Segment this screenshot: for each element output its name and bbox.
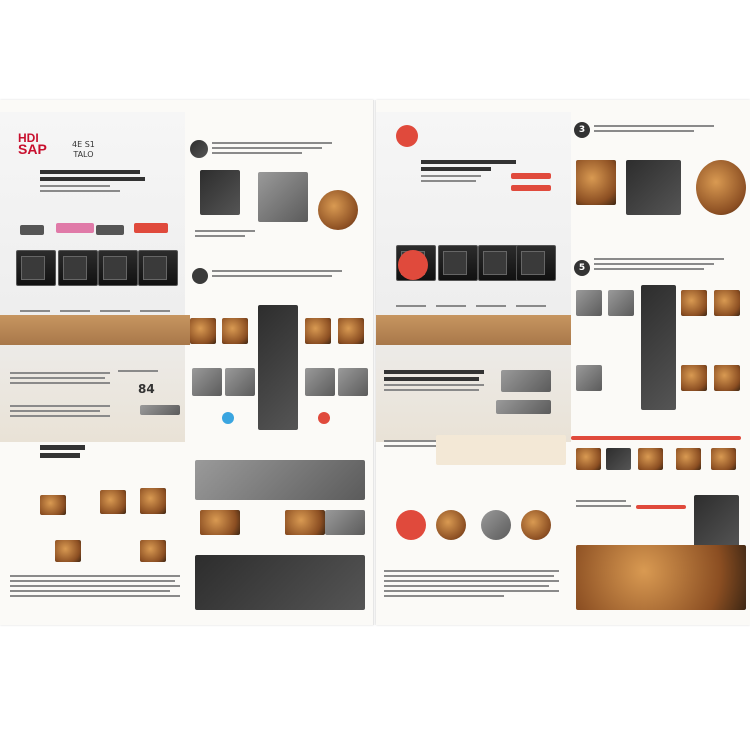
- right-page: [376, 100, 750, 625]
- red-dot: [318, 412, 330, 424]
- headline-block: [40, 170, 150, 195]
- right-row-photo-1: [576, 448, 601, 470]
- steam-photo-2: [225, 368, 255, 396]
- steam-photo-3: [305, 368, 335, 396]
- bottom-photo-grid: [195, 555, 365, 610]
- right-row-photo-4: [676, 448, 701, 470]
- right-small-photo-5: [576, 365, 602, 391]
- brand-logo-line2: SAP: [18, 141, 47, 157]
- step-number-dial: [190, 140, 208, 158]
- small-icon-strip: [140, 405, 180, 415]
- right-small-photo-6: [681, 365, 707, 391]
- section-heading-bar: [40, 445, 90, 461]
- lower-dish-1: [436, 510, 466, 540]
- diagram-photo-4: [55, 540, 81, 562]
- tall-oven-photo: [258, 305, 298, 430]
- right-step-text-2: [594, 258, 734, 273]
- wood-counter: [0, 315, 190, 345]
- oven-product-4: [138, 250, 178, 286]
- right-tall-oven: [641, 285, 676, 410]
- feature-tag-2: [56, 223, 94, 233]
- dish-photo-1: [200, 510, 240, 535]
- detail-text-2: [212, 270, 352, 280]
- right-step-circle-1: 3: [574, 122, 590, 138]
- diagram-photo-5: [140, 540, 166, 562]
- feature-tag-4: [134, 223, 168, 233]
- right-icon-strip: [496, 400, 551, 414]
- brand-logo-line1: HDI: [18, 131, 39, 145]
- right-row-photo-3: [638, 448, 663, 470]
- right-oven-2: [438, 245, 478, 281]
- right-oven-small: [694, 495, 739, 550]
- step-circle: [192, 268, 208, 284]
- lower-dish-2: [481, 510, 511, 540]
- lower-accent-bar: [636, 505, 686, 509]
- intro-text: [212, 142, 337, 157]
- brand-badge: [396, 125, 418, 147]
- red-badge-lower: [396, 510, 426, 540]
- food-photo-4: [338, 318, 364, 344]
- right-step-circle-2: 5: [574, 260, 590, 276]
- left-body-text-1: [10, 372, 115, 387]
- right-small-photo-2: [608, 290, 634, 316]
- dish-photo-2: [285, 510, 325, 535]
- detail-text-1: [195, 230, 365, 240]
- accent-bar-2: [511, 185, 551, 191]
- right-small-photo-1: [576, 290, 602, 316]
- right-oven-3: [478, 245, 518, 281]
- food-photo-2: [222, 318, 248, 344]
- right-small-photo-7: [714, 365, 740, 391]
- highlight-box: [436, 435, 566, 465]
- food-photo-1: [190, 318, 216, 344]
- right-dish-collage: [576, 545, 746, 610]
- right-body-heading: [384, 370, 494, 394]
- section-divider: [571, 436, 741, 440]
- food-photo-3: [305, 318, 331, 344]
- blue-dot: [222, 412, 234, 424]
- right-food-photo-round: [696, 160, 746, 215]
- right-row-photo-5: [711, 448, 736, 470]
- diagram-photo-1: [40, 495, 66, 515]
- steam-photo-4: [338, 368, 368, 396]
- right-info-box: [501, 370, 551, 392]
- right-wood-counter: [376, 315, 571, 345]
- right-headline: [421, 160, 521, 185]
- diagram-photo-2: [100, 490, 126, 514]
- steam-photo-1: [192, 368, 222, 396]
- dish-photo-3: [325, 510, 365, 535]
- left-page: [0, 100, 374, 625]
- right-step-text-1: [594, 125, 734, 135]
- product-photo-round: [318, 190, 358, 230]
- right-small-photo-4: [714, 290, 740, 316]
- feature-tag-3: [96, 225, 124, 235]
- right-food-photo-1: [576, 160, 616, 205]
- product-photo-stone: [258, 172, 308, 222]
- red-dish-highlight: [398, 250, 428, 280]
- right-lower-text: [576, 500, 636, 510]
- right-grill-photo: [626, 160, 681, 215]
- oven-product-3: [98, 250, 138, 286]
- feature-tag-1: [20, 225, 44, 235]
- accent-bar-1: [511, 173, 551, 179]
- oven-product-1: [16, 250, 56, 286]
- model-name: [72, 140, 95, 160]
- right-row-photo-2: [606, 448, 631, 470]
- cooking-steps-strip: [195, 460, 365, 500]
- model-line1: 4E S1: [72, 140, 95, 149]
- big-number-box: [118, 370, 168, 375]
- oven-product-2: [58, 250, 98, 286]
- diagram-photo-3: [140, 488, 166, 514]
- left-footer-text: [10, 575, 185, 600]
- lower-dish-3: [521, 510, 551, 540]
- product-photo-black: [200, 170, 240, 215]
- right-small-photo-3: [681, 290, 707, 316]
- big-number: 84: [138, 382, 155, 396]
- right-footer-text: [384, 570, 564, 600]
- right-oven-4: [516, 245, 556, 281]
- right-oven-labels: [396, 295, 566, 314]
- model-line2: TALO: [73, 150, 94, 159]
- left-body-text-2: [10, 405, 115, 420]
